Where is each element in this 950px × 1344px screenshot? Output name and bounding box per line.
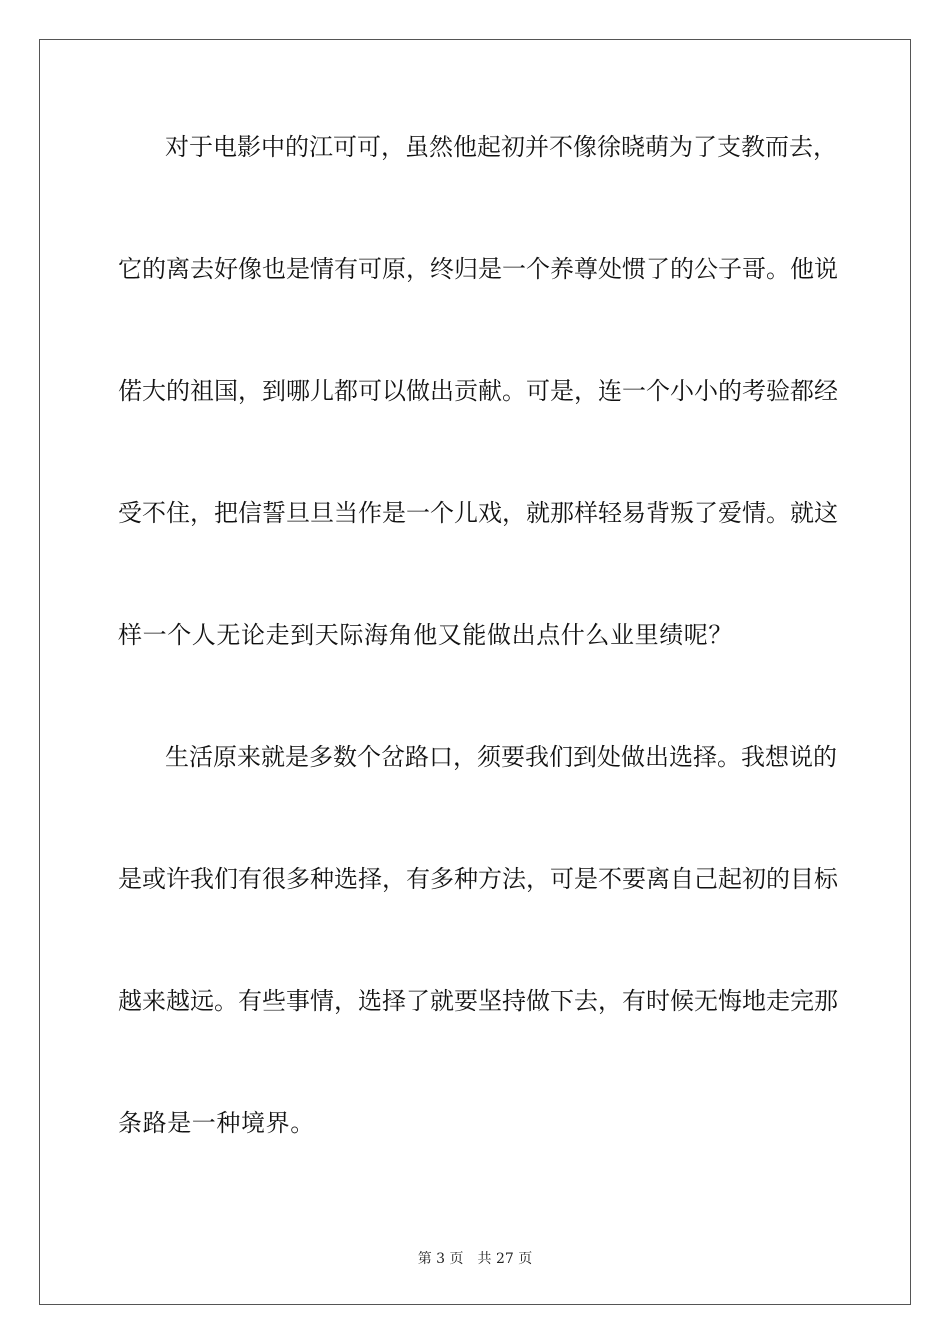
- paragraph-1-line-1: 对于电影中的江可可，虽然他起初并不像徐晓萌为了支教而去，: [165, 133, 837, 161]
- paragraph-2-line-3: 越来越远。有些事情，选择了就要坚持做下去，有时候无悔地走完那: [118, 987, 838, 1015]
- total-pages: 共 27 页: [477, 1251, 533, 1267]
- page-number: 第 3 页: [417, 1251, 464, 1267]
- paragraph-1-line-5: 样一个人无论走到天际海角他又能做出点什么业里绩呢？: [118, 621, 733, 649]
- paragraph-2-line-2: 是或许我们有很多种选择，有多种方法，可是不要离自己起初的目标: [118, 865, 838, 893]
- paragraph-2-line-4: 条路是一种境界。: [118, 1109, 315, 1137]
- paragraph-1-line-3: 偌大的祖国，到哪儿都可以做出贡献。可是，连一个小小的考验都经: [118, 377, 838, 405]
- page-footer: [0, 1248, 950, 1268]
- paragraph-1-line-2: 它的离去好像也是情有可原，终归是一个养尊处惯了的公子哥。他说: [118, 255, 838, 283]
- document-body: [118, 122, 838, 1220]
- paragraph-2-line-1: 生活原来就是多数个岔路口，须要我们到处做出选择。我想说的: [165, 743, 837, 771]
- paragraph-1-line-4: 受不住，把信誓旦旦当作是一个儿戏，就那样轻易背叛了爱情。就这: [118, 499, 838, 527]
